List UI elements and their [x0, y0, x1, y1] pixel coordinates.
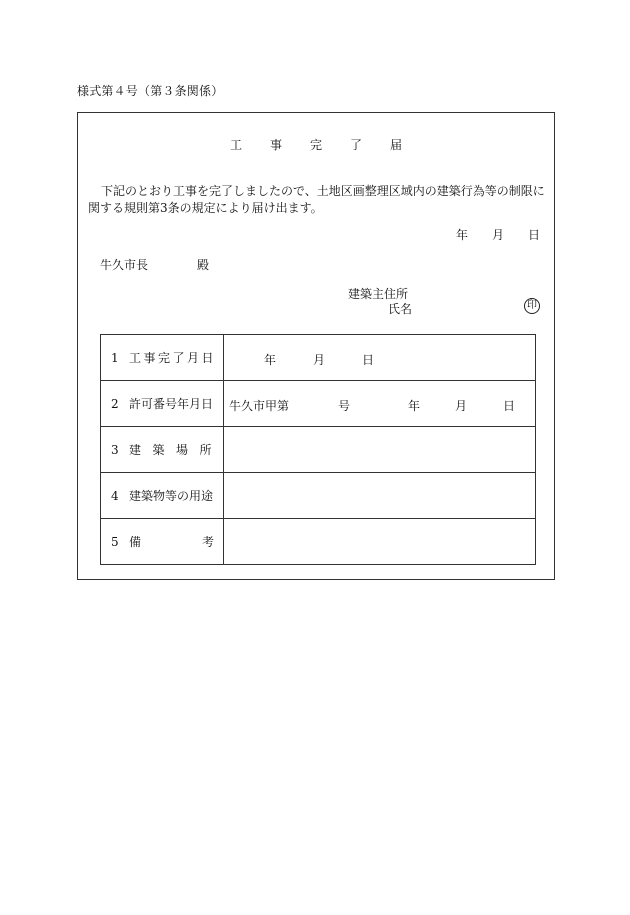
date-year: 年: [456, 228, 469, 242]
row-number: 2: [111, 397, 119, 411]
title-char: 届: [390, 138, 403, 152]
row-number: 1: [111, 351, 119, 365]
row-label-text: 建築場所: [129, 443, 224, 457]
title-char: 工: [229, 138, 242, 152]
date-month: 月: [492, 228, 505, 242]
table-row: [101, 335, 536, 381]
row-label-text: 許可番号年月日: [129, 397, 214, 411]
details-table: [100, 334, 536, 565]
table-row: [101, 381, 536, 427]
title-char: 了: [350, 138, 363, 152]
row-label-text: [129, 535, 214, 549]
building-location-field[interactable]: [224, 427, 536, 473]
value-day: 日: [362, 353, 375, 367]
row-label: [101, 519, 224, 565]
value-day: 日: [503, 399, 516, 413]
notification-form: [77, 112, 555, 580]
date-day: 日: [528, 228, 541, 242]
permit-number-field[interactable]: [224, 381, 536, 427]
applicant-name-label: 氏名: [388, 302, 413, 316]
seal-mark: 印: [524, 298, 540, 314]
row-label: [101, 381, 224, 427]
body-text: 下記のとおり工事を完了しましたので、土地区画整理区域内の建築行為等の制限に関する規則第3条の規定により届け出ます。: [88, 184, 545, 215]
completion-date-field[interactable]: [224, 335, 536, 381]
form-title: [78, 136, 554, 153]
row-label: [101, 473, 224, 519]
row-label: [101, 335, 224, 381]
table-row: [101, 473, 536, 519]
title-char: 完: [309, 138, 322, 152]
row-label-char: 備: [129, 535, 142, 549]
row-number: 3: [111, 443, 119, 457]
addressee: [100, 256, 210, 273]
remarks-field[interactable]: [224, 519, 536, 565]
value-permit-prefix: 牛久市甲第: [229, 399, 290, 413]
addressee-honorific: 殿: [197, 258, 210, 272]
value-month: 月: [313, 353, 326, 367]
row-number: 5: [111, 535, 119, 549]
title-char: 事: [269, 138, 282, 152]
value-number-suffix: 号: [338, 399, 351, 413]
row-label-text: 建築物等の用途: [129, 489, 214, 503]
applicant-address-label: 建築主住所: [348, 287, 409, 301]
value-year: 年: [408, 399, 421, 413]
value-month: 月: [455, 399, 468, 413]
row-number: 4: [111, 489, 119, 503]
addressee-name: 牛久市長: [100, 258, 149, 272]
value-year: 年: [264, 353, 277, 367]
form-number: 様式第４号（第３条関係）: [77, 84, 224, 98]
row-label-char: 考: [202, 535, 215, 549]
table-row: [101, 519, 536, 565]
row-label: [101, 427, 224, 473]
table-row: [101, 427, 536, 473]
row-label-text: 工事完了月日: [129, 351, 217, 365]
building-use-field[interactable]: [224, 473, 536, 519]
